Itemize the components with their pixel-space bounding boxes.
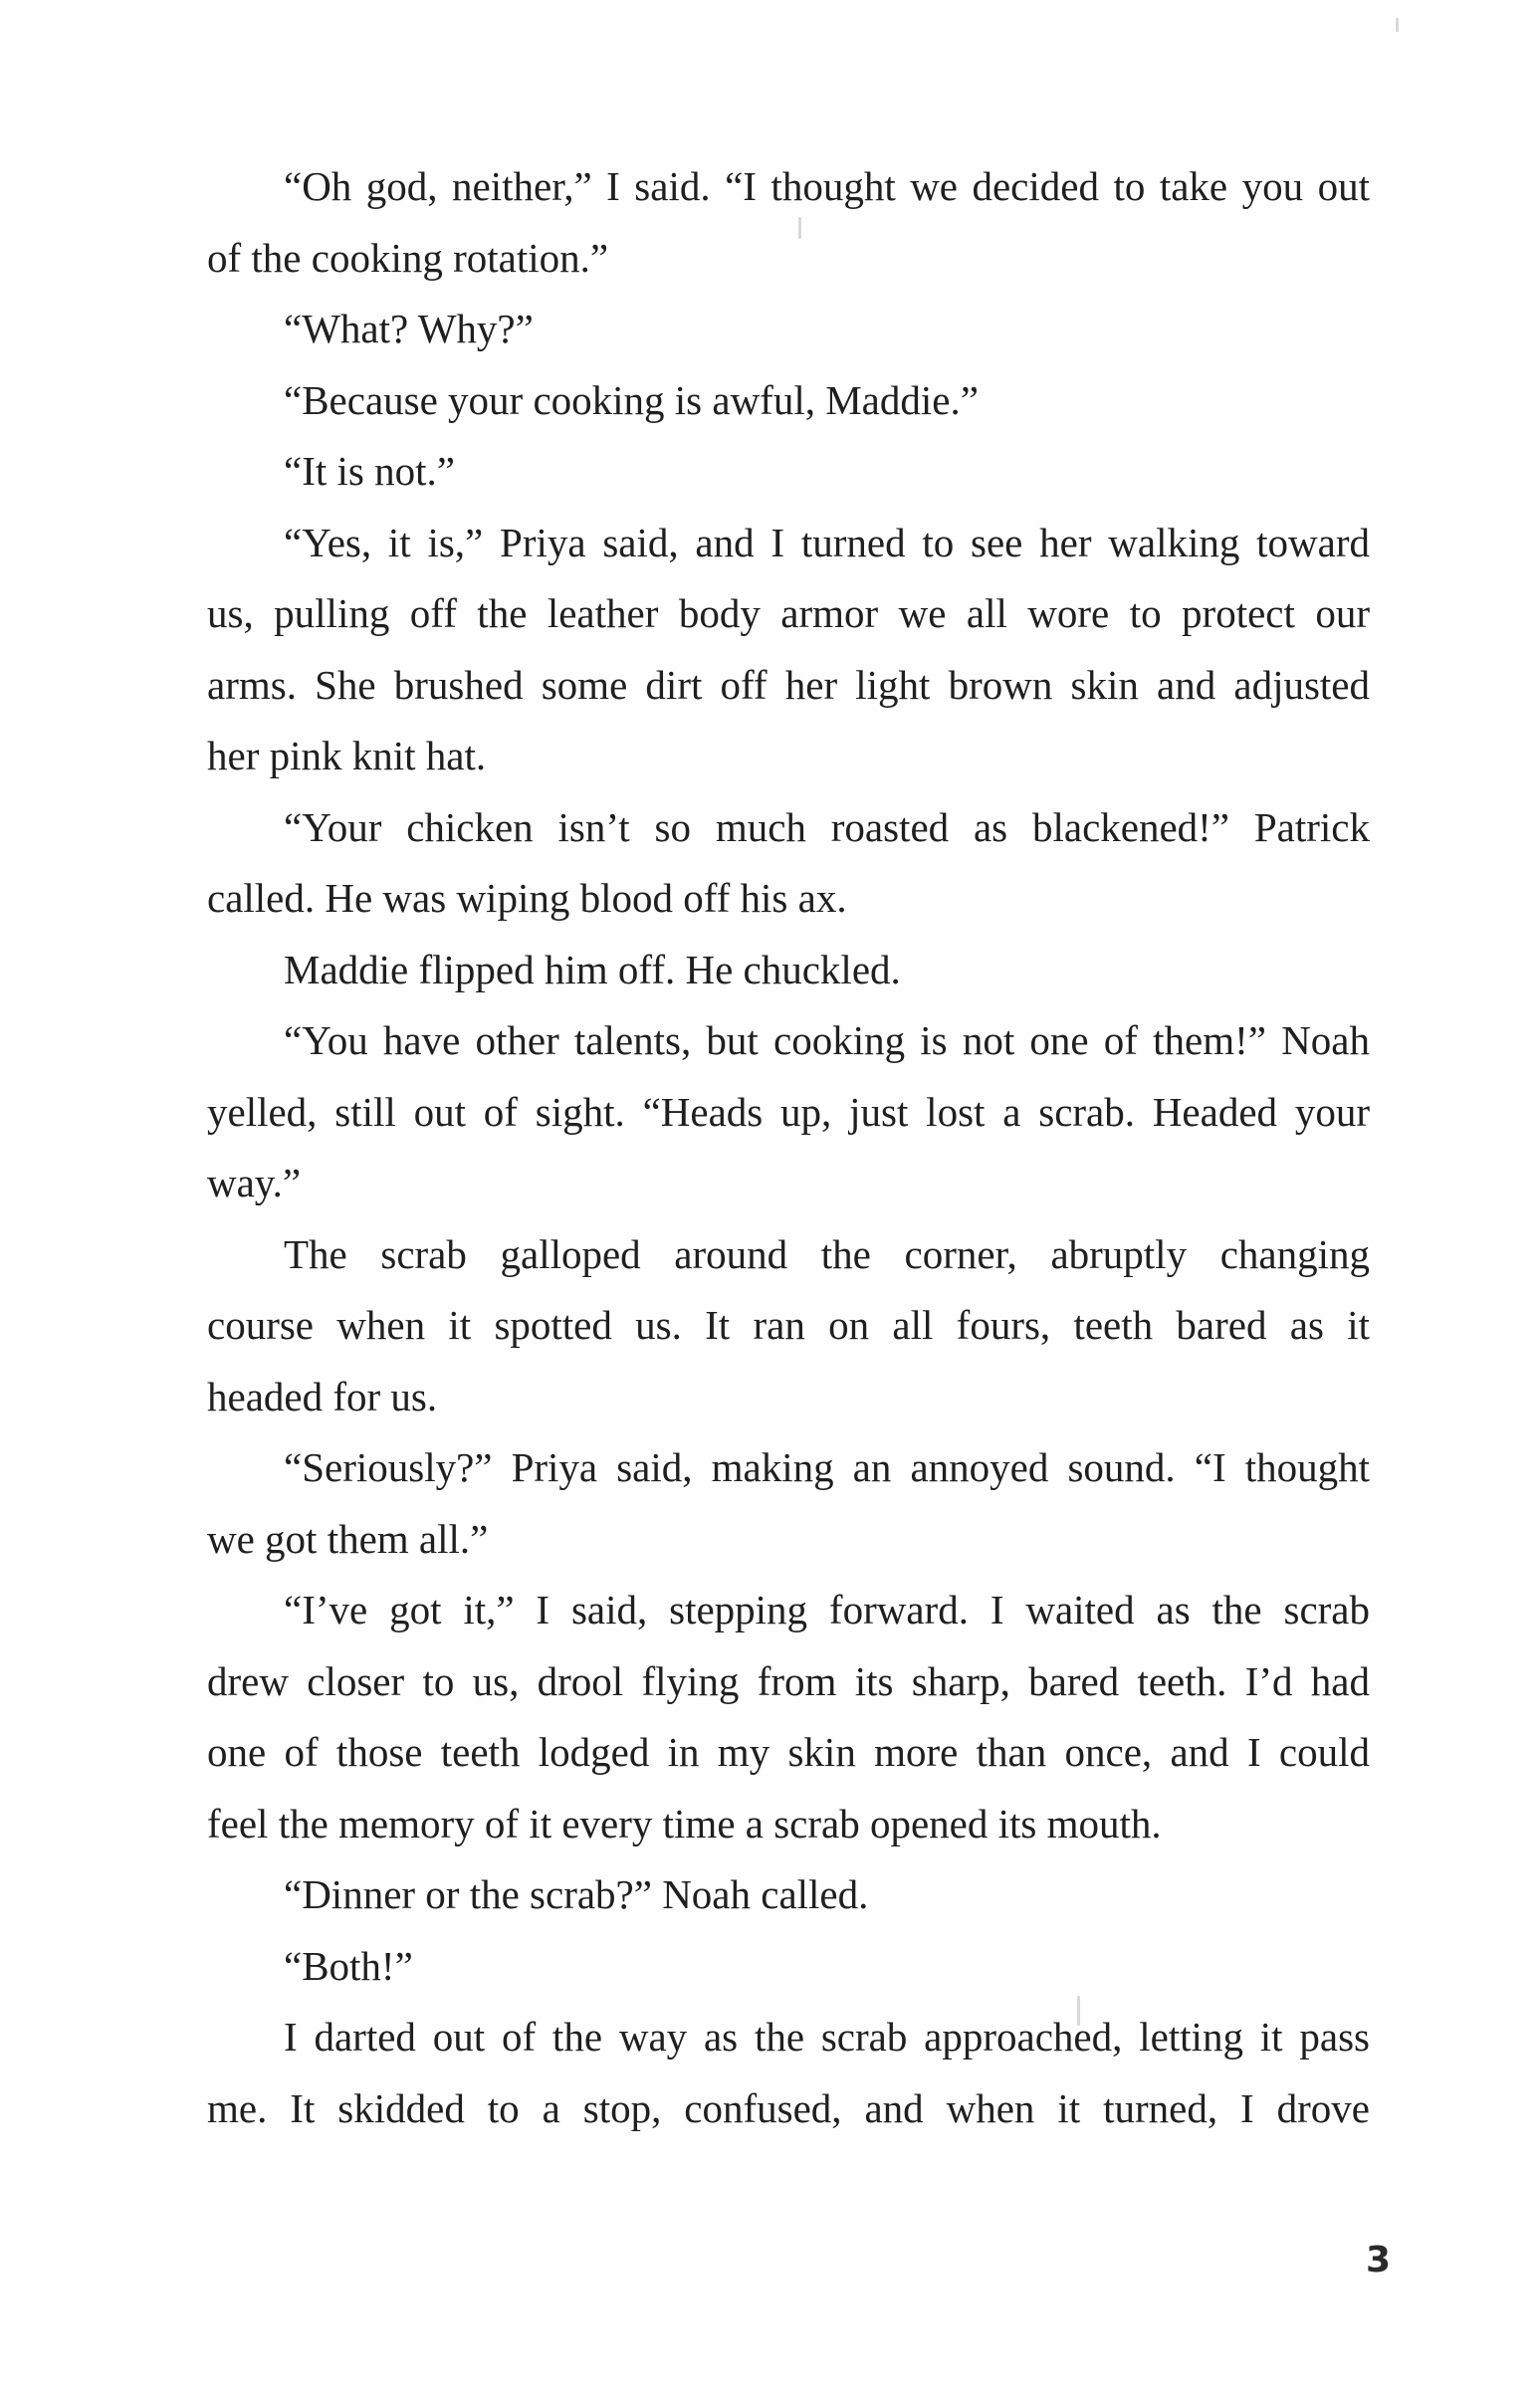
text-line: “Your chicken isn’t so much roasted as blackened!” Patrick xyxy=(284,803,1370,850)
text-line: “Both!” xyxy=(284,1942,413,1989)
text-line: us, pulling off the leather body armor we all wore to protect our xyxy=(207,590,1370,636)
text-line: Maddie flipped him off. He chuckled. xyxy=(284,946,901,992)
page-number: 3 xyxy=(1365,2240,1391,2281)
text-line: “It is not.” xyxy=(284,448,455,494)
text-line: we got them all.” xyxy=(207,1515,489,1562)
text-line: “Seriously?” Priya said, making an annoyed sound. “I thought xyxy=(284,1444,1370,1490)
text-line: way.” xyxy=(207,1160,302,1205)
text-line: “What? Why?” xyxy=(284,306,534,351)
text-line: “Dinner or the scrab?” Noah called. xyxy=(284,1871,869,1917)
text-line: “You have other talents, but cooking is not one of them!” Noah xyxy=(284,1017,1370,1063)
scan-speck xyxy=(1396,18,1399,32)
text-line: me. It skidded to a stop, confused, and when it turned, I drove xyxy=(207,2084,1370,2131)
text-line: course when it spotted us. It ran on all fours, teeth bared as it xyxy=(207,1302,1370,1348)
body-text xyxy=(207,151,1370,2144)
text-line: “I’ve got it,” I said, stepping forward. I waited as the scrab xyxy=(284,1587,1370,1632)
text-line: arms. She brushed some dirt off her light brown skin and adjusted xyxy=(207,661,1370,708)
text-line: feel the memory of it every time a scrab opened its mouth. xyxy=(207,1800,1162,1847)
text-line: The scrab galloped around the corner, abruptly changing xyxy=(284,1230,1370,1277)
text-line: of the cooking rotation.” xyxy=(207,234,609,281)
text-line: “Because your cooking is awful, Maddie.” xyxy=(284,376,979,423)
text-line: I darted out of the way as the scrab approached, letting it pass xyxy=(284,2014,1370,2060)
text-line: drew closer to us, drool flying from its sharp, bared teeth. I’d had xyxy=(207,1657,1370,1704)
text-line: “Oh god, neither,” I said. “I thought we decided to take you out xyxy=(284,163,1370,209)
text-line: one of those teeth lodged in my skin more than once, and I could xyxy=(207,1729,1370,1775)
text-line: headed for us. xyxy=(207,1373,438,1419)
text-line: called. He was wiping blood off his ax. xyxy=(207,875,847,921)
text-line: yelled, still out of sight. “Heads up, just lost a scrab. Headed your xyxy=(207,1088,1370,1135)
text-line: her pink knit hat. xyxy=(207,733,487,778)
text-line: “Yes, it is,” Priya said, and I turned to see her walking toward xyxy=(284,519,1370,565)
